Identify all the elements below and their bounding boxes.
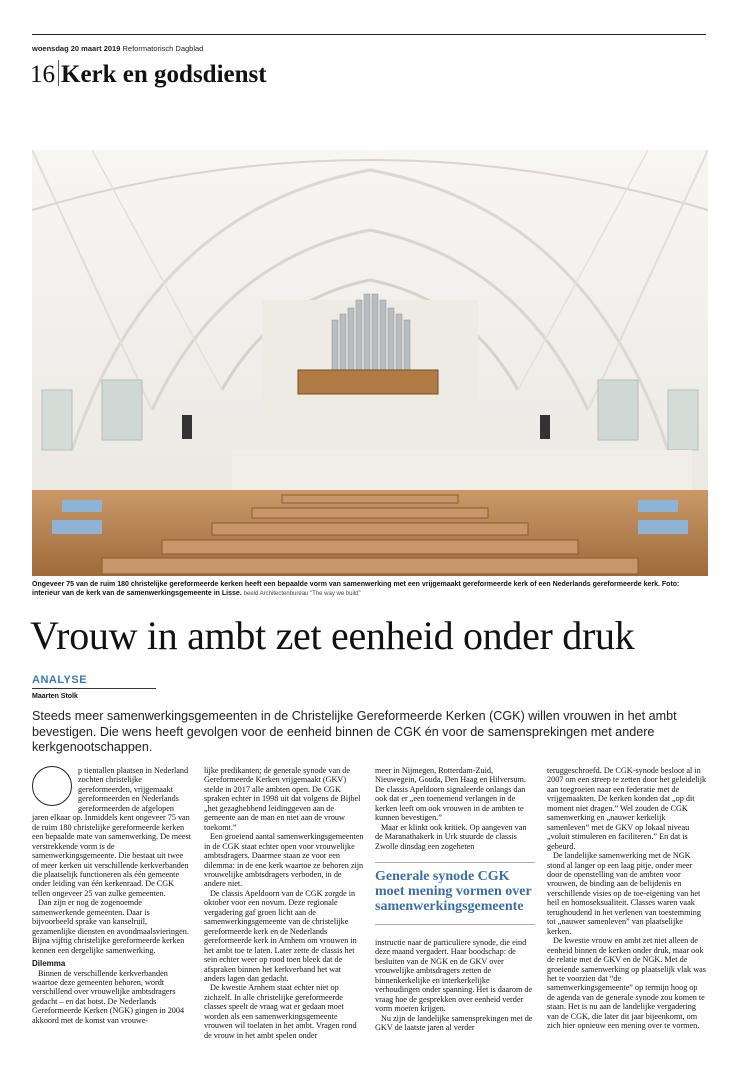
article-column-1 — [32, 766, 192, 1025]
paper-name: Reformatorisch Dagblad — [122, 44, 204, 53]
top-rule — [32, 34, 706, 35]
article-kicker: ANALYSE — [32, 674, 88, 686]
article-column-3 — [375, 766, 535, 851]
photo-credit: beeld Architectenbureau "The way we build" — [243, 591, 361, 597]
paragraph: lijke predikanten; de generale synode van de Gereformeerde Kerken vrijgemaakt (GKV) stelde in 2017 alle ambten open. De CGK spraken echter in 1998 uit dat volgens de Bijbel „het gezaghebbend leidinggeven aan de gemeente aan de man en niet aan de vrouw toekomt.” — [204, 766, 361, 832]
article-intro: Steeds meer samenwerkingsgemeenten in de Christelijke Gereformeerde Kerken (CGK) willen vrouwen in het ambt bevestigen. Die wens heeft gevolgen voor de eenheid binnen de CGK én voor de samensprekingen met andere kerkgenootschappen. — [32, 709, 677, 754]
caption-text: Ongeveer 75 van de ruim 180 christelijke gereformeerde kerken heeft een bepaalde vorm van samenwerking met een vrijgemaakt gereformeerde kerk of een Nederlands gereformeerde kerk. Foto: interieur van de kerk van de samenwerkingsgemeente in Lisse. — [32, 581, 680, 597]
paragraph: Nu zijn de landelijke samensprekingen met de GKV de laatste jaren al verder — [375, 1013, 533, 1033]
paragraph: teruggeschroefd. De CGK-synode besloot al in 2007 om een streep te zetten door het geleidelijk aan toegroeien naar een federatie met de vrijgemaakten. De kerken konden dat „op dit moment niet dragen.” Wel zouden de CGK samenwerking en „nauwer kerkelijk samenleven” met de GKV op lokaal niveau „voluit stimuleren en faciliteren.” En dat is gebeurd. — [547, 766, 707, 851]
subheading: Dilemma — [32, 959, 66, 969]
kicker-rule — [32, 688, 156, 689]
article-author: Maarten Stolk — [32, 693, 78, 700]
church-interior-illustration — [32, 150, 708, 576]
section-header — [30, 60, 267, 90]
dropcap-circle — [32, 766, 72, 806]
article-headline: Vrouw in ambt zet eenheid onder druk — [30, 613, 635, 658]
article-column-4 — [547, 766, 707, 1031]
article-column-3-continued — [375, 938, 535, 1033]
paragraph: Binnen de verschillende kerkverbanden waartoe deze gemeenten behoren, wordt verschillend over vrouwelijke ambtsdragers gedacht – en dat botst. De Nederlands Gereformeerde Kerken (NGK) gingen in 2004 akkoord met de komst van vrouwe- — [32, 968, 185, 1025]
church-interior-photo — [32, 150, 708, 576]
article-column-2 — [204, 766, 364, 1040]
paragraph: Dan zijn er nog de zogenoemde samenwerkende gemeenten. Daar is bijvoorbeeld sprake van kanselruil, gezamenlijke diensten en avondmaalsvieringen. Bijna vijftig christelijke gereformeerde kerken kennen een dergelijke samenwerking. — [32, 898, 189, 955]
paragraph: De kwestie Arnhem staat echter niet op zichzelf. In alle christelijke gereformeerde classes speelt de vraag wat er gedaan moet worden als een samenwerkingsgemeente vrouwen wil toelaten in het ambt. Vragen rond de vrouw in het ambt spelen onder — [204, 983, 357, 1040]
section-divider — [58, 60, 59, 86]
paragraph: De landelijke samenwerking met de NGK stond al langer op een laag pitje, onder meer door de openstelling van de ambten voor vrouwen, de binding aan de belijdenis en verschillende visies op de toe-eigening van het heil en homoseksualiteit. Classes waren vaak terughoudend in het verlenen van toestemming tot „nauwer samenleven” van plaatselijke kerken. — [547, 851, 701, 936]
pull-quote: Generale synode CGK moet mening vormen over samenwerkingsgemeente — [375, 862, 535, 925]
issue-date: woensdag 20 maart 2019 — [32, 44, 121, 53]
paragraph: p tientallen plaatsen in Nederland zochten christelijke gereformeerden, vrijgemaakt gereformeerden en Nederlands gereformeerden de afgelopen jaren elkaar op. Inmiddels kent ongeveer 75 van de ruim 180 christelijke gereformeerde kerken een bepaalde mate van samenwerking. De meest verstrekkende vorm is de samenwerkingsgemeente. Die bestaat uit twee of meer kerken uit verschillende kerkverbanden die plaatselijk functioneren als één gemeente onder leiding van één kerkenraad. De CGK tellen ongeveer 25 van zulke gemeenten. — [32, 766, 191, 898]
page-number: 16 — [30, 61, 55, 88]
section-title: Kerk en godsdienst — [61, 61, 267, 88]
paragraph: De kwestie vrouw en ambt zet niet alleen de eenheid binnen de kerken onder druk, maar ook de relatie met de GKV en de NGK. Met de groeiende samenwerking op plaatselijk vlak was het te voorzien dat “de samenwerkingsgemeente” op termijn hoog op de agenda van de generale synode zou komen te staan. Het is nu aan de landelijke vergadering van de CGK, die later dit jaar bijeenkomt, om zich hier opnieuw een mening over te vormen. — [547, 936, 706, 1031]
photo-caption — [32, 580, 708, 599]
paragraph: De classis Apeldoorn van de CGK zorgde in oktober voor een novum. Deze regionale vergadering gaf groen licht aan de samenwerkingsgemeente van de christelijke gereformeerde kerk en de Nederlands gereformeerde kerk in Arnhem om vrouwen in het ambt toe te laten. Later zette de classis het sein echter weer op rood toen bleek dat de afspraken binnen het kerkverband het wat anders lagen dan gedacht. — [204, 888, 357, 983]
paragraph: Maar er klinkt ook kritiek. Op aangeven van de Maranathakerk in Urk stuurde de classis Zwolle dinsdag een zogeheten — [375, 822, 527, 851]
dateline — [32, 44, 203, 53]
paragraph: instructie naar de particuliere synode, die eind deze maand vergadert. Haar boodschap: de besluiten van de NGK en de GKV over vrouwelijke ambtsdragers zetten de binnenkerkelijke en interkerkelijke verhoudingen onder spanning. Het is daarom de vraag hoe de gesprekken over eenheid verder vorm moeten krijgen. — [375, 938, 533, 1014]
paragraph: meer in Nijmegen, Rotterdam-Zuid, Nieuwegein, Gouda, Den Haag en Hilversum. De classis Apeldoorn signaleerde onlangs dan ook dat er „een toenemend verlangen in de kerken leeft om ook vrouwen in de ambten te kunnen bevestigen.” — [375, 766, 526, 823]
paragraph: Een groeiend aantal samenwerkingsgemeenten in de CGK staat echter open voor vrouwelijke ambtsdragers. Daarmee staan ze voor een dilemma: in de ene kerk waartoe ze behoren zijn vrouwelijke ambtsdragers verboden, in de andere niet. — [204, 832, 364, 889]
